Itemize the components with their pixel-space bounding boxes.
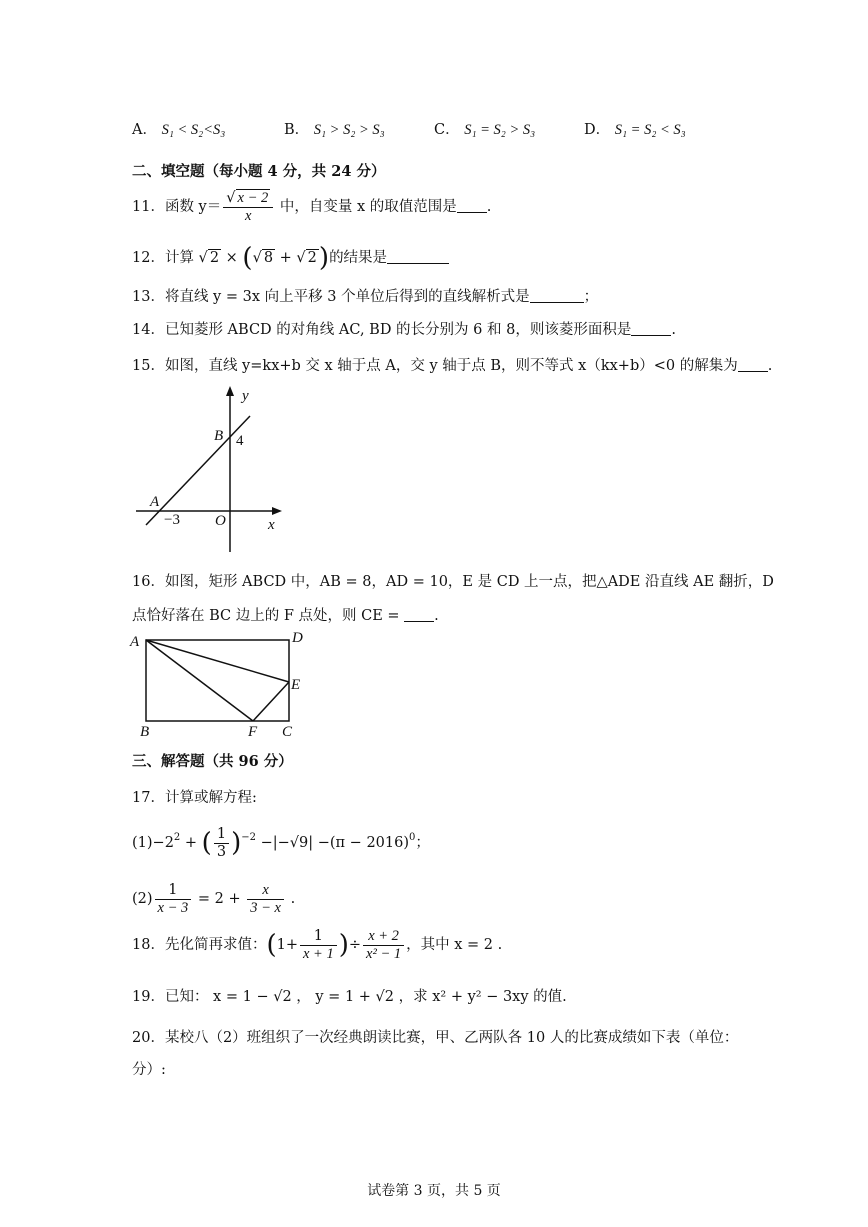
question-16-line2: 点恰好落在 BC 边上的 F 点处，则 CE = . — [132, 608, 439, 624]
fig16-b-label: B — [140, 724, 150, 740]
question-16-line1: 16．如图，矩形 ABCD 中，AB = 8，AD = 10，E 是 CD 上一点，把△ADE 沿直线 AE 翻折，D — [132, 574, 774, 590]
fig15-a-label: A — [150, 494, 160, 510]
option-a: A． S₁ < S₂<S₃ — [132, 122, 226, 138]
fig15-y-label: y — [242, 388, 249, 404]
fig16-a-label: A — [130, 634, 140, 650]
option-d: D． S₁ = S₂ < S₃ — [584, 122, 686, 138]
question-17: 17．计算或解方程: — [132, 790, 257, 806]
page-footer: 试卷第 3 页，共 5 页 — [367, 1183, 501, 1199]
fig16-f-label: F — [248, 724, 258, 740]
question-11: 11．函数 y＝ $\frac{√ x - 2}{x}$ 中，自变量 x 的取值范围是 . — [132, 190, 492, 224]
question-20-line1: 20．某校八（2）班组织了一次经典朗读比赛，甲、乙两队各 10 人的比赛成绩如下表（单位： — [132, 1030, 739, 1046]
question-19: 19．已知： x = 1 − √2 ， y = 1 + √2 ，求 x² + y² − 3xy 的值. — [132, 989, 567, 1005]
fig15-4-label: 4 — [236, 433, 244, 449]
question-17-1: $(1)-2^2$ + ( $\frac{1}{3}$ )$^{-2} -|-√9| -(\pi - 2016)^0$； — [132, 826, 430, 860]
option-c: C． S₁ = S₂ > S₃ — [434, 122, 536, 138]
fig15-x-label: x — [268, 517, 275, 533]
question-13: 13．将直线 y = 3x 向上平移 3 个单位后得到的直线解析式是 ； — [132, 289, 599, 305]
fig15-o-label: O — [215, 513, 226, 529]
question-12: 12．计算 √ 2 × (√ 8 + √ 2)的结果是 — [132, 243, 449, 273]
question-17-2: (2) $\frac{1}{x - 3}$ = 2 + $\frac{x}{3 - x}$ . — [132, 882, 296, 916]
fig16-c-label: C — [282, 724, 293, 740]
section2-title: 二、填空题（每小题 4 分，共 24 分） — [132, 163, 386, 180]
option-b: B． S₁ > S₂ > S₃ — [284, 122, 385, 138]
question-20-line2: 分）: — [132, 1062, 166, 1078]
section3-title: 三、解答题（共 96 分） — [132, 753, 293, 770]
fig15-b-label: B — [214, 428, 224, 444]
fig15-neg3-label: −3 — [164, 512, 180, 528]
fig16-d-label: D — [292, 630, 303, 646]
figure-15 — [132, 382, 292, 554]
figure-16 — [128, 630, 318, 742]
question-14: 14．已知菱形 ABCD 的对角线 AC, BD 的长分别为 6 和 8，则该菱形面积是 . — [132, 322, 676, 338]
question-15: 15．如图，直线 y=kx+b 交 x 轴于点 A，交 y 轴于点 B，则不等式 x（kx+b）<0 的解集为 . — [132, 358, 773, 374]
fig16-e-label: E — [291, 677, 301, 693]
question-18: 18．先化简再求值：(1+ $\frac{1}{x + 1}$ )÷ $\frac{x + 2}{\text{x² − 1}}$ ，其中 x = 2 . — [132, 928, 503, 962]
